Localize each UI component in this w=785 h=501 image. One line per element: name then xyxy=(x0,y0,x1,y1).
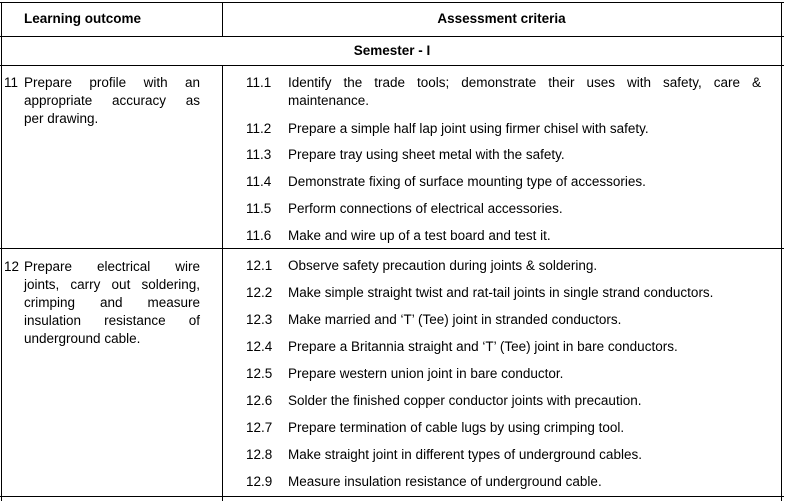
criteria-text: Make simple straight twist and rat-tail joints in single strand conductors. xyxy=(288,285,714,300)
column-divider-body xyxy=(222,65,223,501)
outcome-line: per drawing. xyxy=(24,111,99,126)
header-assessment-criteria: Assessment criteria xyxy=(437,11,566,26)
outcome-line: insulation resistance of xyxy=(24,313,200,328)
criteria-text: Demonstrate fixing of surface mounting type of accessories. xyxy=(288,174,646,189)
outcome-divider xyxy=(0,248,784,249)
outcome-line: joints, carry out soldering, xyxy=(24,277,200,292)
criteria-text: Prepare tray using sheet metal with the safety. xyxy=(288,147,565,162)
criteria-number: 11.5 xyxy=(246,201,272,216)
outcome-line: appropriate accuracy as xyxy=(24,93,200,108)
criteria-number: 11.4 xyxy=(246,174,272,189)
criteria-text: Prepare termination of cable lugs by using crimping tool. xyxy=(288,420,625,435)
semester-divider xyxy=(0,65,784,66)
outcome-line: Prepare electrical wire xyxy=(24,259,200,274)
criteria-number: 11.2 xyxy=(246,121,272,136)
criteria-number: 12.7 xyxy=(246,420,273,435)
criteria-number: 11.1 xyxy=(246,75,272,90)
criteria-number: 12.5 xyxy=(246,366,273,381)
outcome-line: underground cable. xyxy=(24,331,141,346)
criteria-number: 12.9 xyxy=(246,474,273,489)
criteria-text: Observe safety precaution during joints & soldering. xyxy=(288,258,598,273)
outcome-line: Prepare profile with an xyxy=(24,75,200,90)
criteria-number: 12.8 xyxy=(246,447,273,462)
criteria-text: Prepare western union joint in bare conductor. xyxy=(288,366,564,381)
criteria-text: Make married and ‘T’ (Tee) joint in stranded conductors. xyxy=(288,312,622,327)
criteria-text: Identify the trade tools; demonstrate their uses with safety, care & maintenance. xyxy=(288,75,761,108)
outcome-text xyxy=(24,258,200,348)
criteria-text: Measure insulation resistance of underground cable. xyxy=(288,474,602,489)
outcome-number: 12 xyxy=(4,259,20,274)
header-divider xyxy=(0,36,784,37)
table-border-left xyxy=(1,2,2,501)
criteria-number: 12.4 xyxy=(246,339,273,354)
table-border-top xyxy=(0,2,784,3)
outcome-number: 11 xyxy=(4,75,19,90)
outcome-line: crimping and measure xyxy=(24,295,200,310)
criteria-number: 12.2 xyxy=(246,285,273,300)
header-learning-outcome: Learning outcome xyxy=(24,11,142,26)
table-border-right xyxy=(781,2,782,501)
criteria-number: 12.3 xyxy=(246,312,273,327)
semester-label: Semester - I xyxy=(353,43,431,58)
table-border-bottom xyxy=(0,496,784,497)
criteria-text: Solder the finished copper conductor joints with precaution. xyxy=(288,393,642,408)
criteria-text: Prepare a simple half lap joint using firmer chisel with safety. xyxy=(288,121,649,136)
criteria-number: 11.6 xyxy=(246,228,272,243)
criteria-text: Make and wire up of a test board and test it. xyxy=(288,228,551,243)
criteria-number: 12.1 xyxy=(246,258,273,273)
criteria-text: Perform connections of electrical accessories. xyxy=(288,201,563,216)
criteria-text: Make straight joint in different types of underground cables. xyxy=(288,447,642,462)
criteria-number: 12.6 xyxy=(246,393,273,408)
criteria-text: Prepare a Britannia straight and ‘T’ (Tee) joint in bare conductors. xyxy=(288,339,678,354)
criteria-number: 11.3 xyxy=(246,147,272,162)
outcome-text xyxy=(24,74,200,128)
